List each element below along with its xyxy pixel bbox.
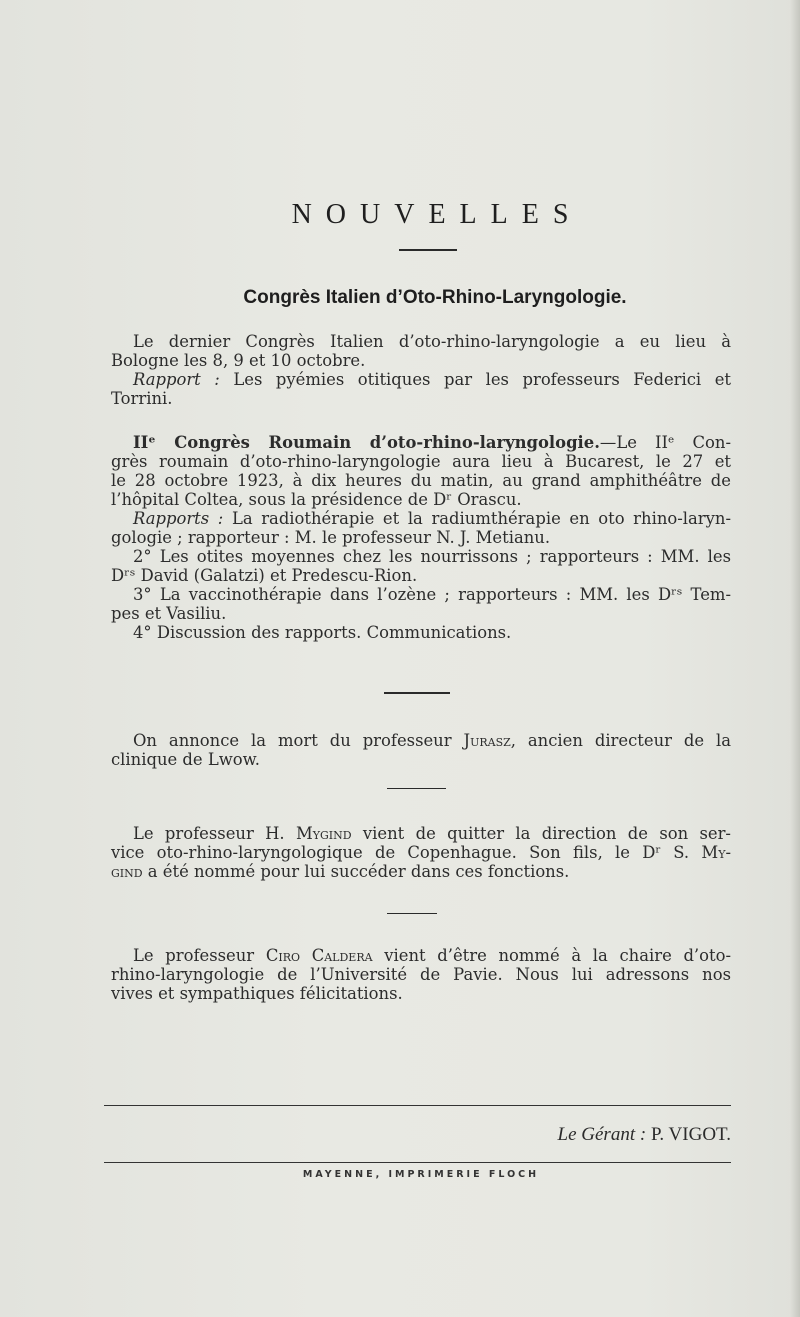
text-line: l’hôpital Coltea, sous la présidence de Dʳ Orascu.	[111, 490, 522, 509]
text-line: Torrini.	[111, 389, 173, 408]
text-line: 2° Les otites moyennes chez les nourrissons ; rapporteurs : MM. les	[133, 547, 731, 566]
section-heading-italian-congress: Congrès Italien d’Oto-Rhino-Laryngologie.	[243, 287, 627, 308]
text-line: 4° Discussion des rapports. Communications.	[133, 623, 512, 642]
footer-rule-top	[104, 1105, 731, 1106]
gerant-name: P. VIGOT.	[650, 1124, 731, 1145]
paragraph-jurasz	[111, 731, 731, 769]
title-rule	[399, 249, 457, 251]
person-name: Ciro Caldera	[265, 946, 373, 965]
rapport-label: Rapport :	[133, 370, 220, 389]
section-divider	[387, 788, 446, 789]
text-segment: vient d’être nommé à la chaire d’oto-	[384, 946, 732, 965]
text-line: grès roumain d’oto-rhino-laryngologie aura lieu à Bucarest, le 27 et	[111, 452, 731, 471]
text-line	[111, 433, 731, 452]
text-line: 3° La vaccinothérapie dans l’ozène ; rapporteurs : MM. les Dʳˢ Tem-	[133, 585, 731, 604]
text-segment: Le professeur H.	[133, 824, 285, 843]
text-line	[111, 509, 731, 528]
printer-imprint: MAYENNE, IMPRIMERIE FLOCH	[302, 1169, 540, 1180]
person-name: gind	[111, 862, 143, 881]
person-name: Jurasz	[463, 731, 511, 750]
rapports-text: La radiothérapie et la radiumthérapie en oto rhino-laryn-	[231, 509, 731, 528]
text-line: Bologne les 8, 9 et 10 octobre.	[111, 351, 366, 370]
paragraph-caldera	[111, 946, 731, 1003]
page-edge-shadow	[790, 0, 800, 1317]
romanian-congress-heading-rest: —Le IIᵉ Con-	[599, 433, 731, 452]
text-line	[111, 946, 731, 965]
section-divider	[387, 913, 437, 914]
text-line	[111, 370, 731, 389]
page-title: NOUVELLES	[291, 199, 583, 230]
text-line: pes et Vasiliu.	[111, 604, 227, 623]
rapport-text: Les pyémies otitiques par les professeurs Federici et	[233, 370, 731, 389]
text-line: le 28 octobre 1923, à dix heures du matin, au grand amphithéâtre de	[111, 471, 731, 490]
gerant-signature	[111, 1124, 731, 1146]
text-line: gologie ; rapporteur : M. le professeur N. J. Metianu.	[111, 528, 551, 547]
text-line: Dʳˢ David (Galatzi) et Predescu-Rion.	[111, 566, 418, 585]
text-segment: vice oto-rhino-laryngologique de Copenhague. Son fils, le Dʳ S.	[111, 843, 690, 862]
text-segment: , ancien directeur de la	[510, 731, 732, 750]
person-name: Mygind	[295, 824, 352, 843]
paragraph-romanian-congress	[111, 433, 731, 642]
text-line: vives et sympathiques félicitations.	[111, 984, 403, 1003]
text-line	[111, 862, 731, 881]
text-line: Le dernier Congrès Italien d’oto-rhino-laryngologie a eu lieu à	[133, 332, 731, 351]
paragraph-italian-congress	[111, 332, 731, 408]
text-segment: a été nommé pour lui succéder dans ces fonctions.	[147, 862, 570, 881]
gerant-label: Le Gérant :	[557, 1124, 647, 1145]
person-name: My-	[701, 843, 731, 862]
paragraph-mygind	[111, 824, 731, 881]
rapports-label: Rapports :	[133, 509, 224, 528]
text-segment: Le professeur	[133, 946, 255, 965]
text-segment: On annonce la mort du professeur	[133, 731, 452, 750]
text-line: clinique de Lwow.	[111, 750, 260, 769]
text-line	[111, 824, 731, 843]
text-line	[111, 843, 731, 862]
text-segment: vient de quitter la direction de son ser-	[362, 824, 731, 843]
text-line	[111, 731, 731, 750]
romanian-congress-heading: IIᵉ Congrès Roumain d’oto-rhino-laryngologie.	[133, 433, 600, 452]
section-divider	[384, 692, 450, 694]
text-line: rhino-laryngologie de l’Université de Pavie. Nous lui adressons nos	[111, 965, 731, 984]
footer-rule-bottom	[104, 1162, 731, 1163]
